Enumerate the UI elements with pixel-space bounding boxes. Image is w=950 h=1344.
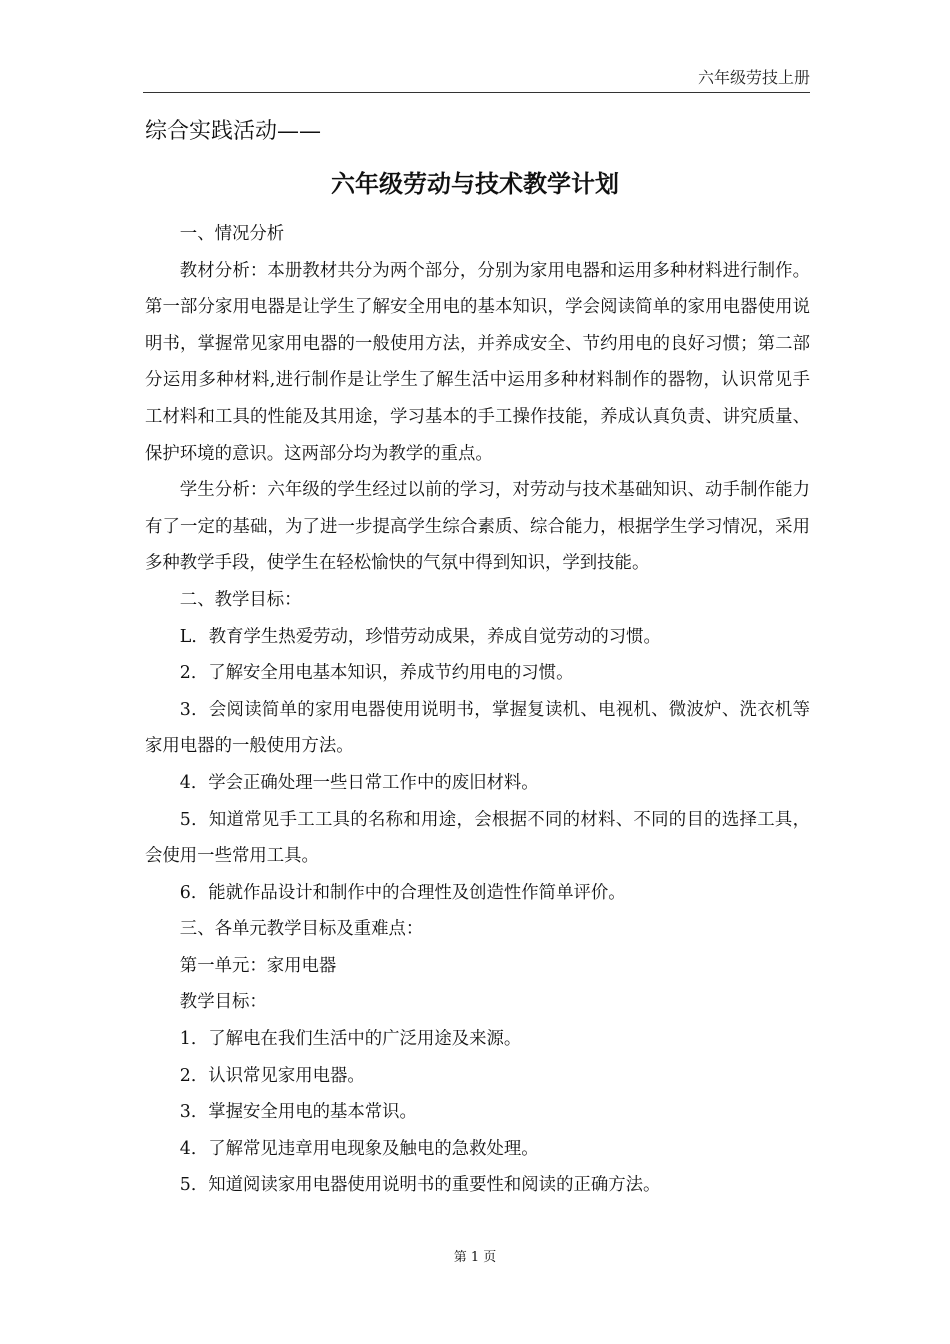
goal-item-6: 6．能就作品设计和制作中的合理性及创造性作简单评价。 <box>179 882 626 903</box>
section-heading-goals: 二、教学目标： <box>179 589 302 610</box>
paragraph-student-analysis: 学生分析：六年级的学生经过以前的学习，对劳动与技术基础知识、动手制作能力有了一定的基础，为了进一步提高学生综合素质、综合能力，根据学生学习情况，采用多种教学手段，使学生在轻松愉快的气氛中得到知识，学到技能。 <box>145 480 810 574</box>
paragraph-textbook-analysis: 教材分析：本册教材共分为两个部分，分别为家用电器和运用多种材料进行制作。第一部分家用电器是让学生了解安全用电的基本知识，学会阅读简单的家用电器使用说明书，掌握常见家用电器的一般使用方法，并养成安全、节约用电的良好习惯；第二部分运用多种材料,进行制作是让学生了解生活中运用多种材料制作的器物，认识常见手工材料和工具的性能及其用途，学习基本的手工操作技能，养成认真负责、讲究质量、保护环境的意识。这两部分均为教学的重点。 <box>145 260 810 464</box>
goal-item-1: L．教育学生热爱劳动，珍惜劳动成果，养成自觉劳动的习惯。 <box>179 626 661 647</box>
unit-1-goal-5: 5．知道阅读家用电器使用说明书的重要性和阅读的正确方法。 <box>179 1175 661 1196</box>
unit-1-goal-3: 3．掌握安全用电的基本常识。 <box>179 1102 417 1123</box>
section-heading-situation: 一、情况分析 <box>179 224 285 244</box>
unit-1-goal-2: 2．认识常见家用电器。 <box>179 1065 365 1086</box>
running-header: 六年级劳技上册 <box>697 68 810 87</box>
unit-1-goal-4: 4．了解常见违章用电现象及触电的急救处理。 <box>179 1138 539 1159</box>
goal-item-4: 4．学会正确处理一些日常工作中的废旧材料。 <box>179 772 539 793</box>
document-body <box>145 216 810 1204</box>
section-heading-units: 三、各单元教学目标及重难点： <box>179 919 424 940</box>
header-rule <box>143 92 810 93</box>
goal-item-5: 5．知道常见手工工具的名称和用途，会根据不同的材料、不同的目的选择工具，会使用一些常用工具。 <box>145 809 810 867</box>
document-title: 六年级劳动与技术教学计划 <box>331 170 619 198</box>
goal-item-2: 2．了解安全用电基本知识，养成节约用电的习惯。 <box>179 663 574 684</box>
unit-1-heading: 第一单元：家用电器 <box>179 955 337 976</box>
document-pre-title: 综合实践活动—— <box>145 119 322 144</box>
unit-1-goals-label: 教学目标： <box>179 992 267 1013</box>
goal-item-3: 3．会阅读简单的家用电器使用说明书，掌握复读机、电视机、微波炉、洗衣机等家用电器的一般使用方法。 <box>145 699 810 757</box>
unit-1-goal-1: 1．了解电在我们生活中的广泛用途及来源。 <box>179 1029 522 1050</box>
page-number: 第 1 页 <box>453 1250 497 1265</box>
